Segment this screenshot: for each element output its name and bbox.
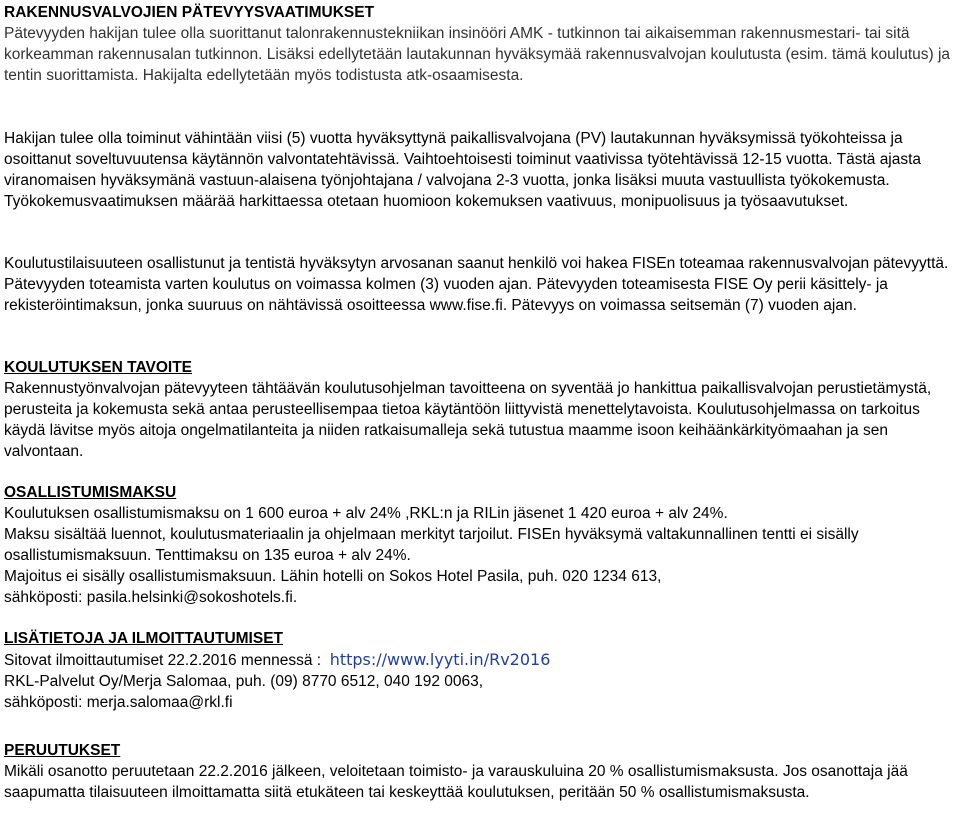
- signup-line: [4, 649, 952, 671]
- signup-text: Sitovat ilmoittautumiset 22.2.2016 mennessä :: [4, 652, 322, 669]
- section-certification: [4, 253, 952, 316]
- section-title: KOULUTUKSEN TAVOITE: [4, 359, 193, 376]
- paragraph: Koulutustilaisuuteen osallistunut ja tentistä hyväksytyn arvosanan saanut henkilö voi hakea FISEn toteamaa rakennusvalvojan pätevyyttä. Pätevyyden toteamista varten koulutus on voimassa kolmen (3) vuoden ajan. Pätevyyden toteamisesta FISE Oy perii käsittely- ja rekisteröintimaksun, jonka suuruus on nähtävissä osoitteessa www.fise.fi. Pätevyys on voimassa seitsemän (7) vuoden ajan.: [4, 255, 949, 314]
- paragraph: Hakijan tulee olla toiminut vähintään viisi (5) vuotta hyväksyttynä paikallisvalvojana (PV) lautakunnan hyväksymissä työkohteissa ja osoittanut soveltuvuutensa käytännön valvontatehtävissä. Vaihtoehtoisesti toiminut vaativissa työtehtävissä 12-15 vuotta. Tästä ajasta viranomaisen hyväksymänä vastuun-alaisena työnjohtajana / valvojana 2-3 vuotta, jonka lisäksi muuta vastuullista työkokemusta. Työkokemusvaatimuksen määrää harkittaessa otetaan huomioon kokemuksen vaativuus, monipuolisuus ja työsaavutukset.: [4, 130, 922, 210]
- section-title: OSALLISTUMISMAKSU: [4, 484, 177, 501]
- hotel-email: sähköposti: pasila.helsinki@sokoshotels.fi.: [4, 589, 298, 606]
- paragraph: Rakennustyönvalvojan pätevyyteen tähtäävän koulutusohjelman tavoitteena on syventää jo hankittua paikallisvalvojan perustietämystä, perusteita ja kokemusta sekä antaa perusteellisempaa tietoa käytäntöön liittyvistä menettelytavoista. Koulutusohjelmassa on tarkoitus käydä lävitse myös aitoja ongelmatilanteita ja niiden ratkaisumalleja sekä tutustua maamme isoon keihäänkärkityömaahan ja sen valvontaan.: [4, 380, 932, 460]
- section-experience: [4, 128, 952, 212]
- section-registration: [4, 628, 952, 713]
- section-title: RAKENNUSVALVOJIEN PÄTEVYYSVAATIMUKSET: [4, 4, 375, 21]
- section-fee: [4, 482, 952, 608]
- section-title: LISÄTIETOJA JA ILMOITTAUTUMISET: [4, 630, 283, 647]
- accommodation-line: Majoitus ei sisälly osallistumismaksuun. Lähin hotelli on Sokos Hotel Pasila, puh. 020 1234 613,: [4, 568, 662, 585]
- fee-includes: Maksu sisältää luennot, koulutusmateriaalin ja ohjelmaan merkityt tarjoilut. FISEn hyväksymä valtakunnallinen tentti ei sisälly osallistumismaksuun. Tenttimaksu on 135 euroa + alv 24%.: [4, 526, 859, 564]
- signup-link[interactable]: https://www.lyyti.in/Rv2016: [329, 650, 551, 669]
- paragraph: Mikäli osanotto peruutetaan 22.2.2016 jälkeen, veloitetaan toimisto- ja varauskuluina 20 % osallistumismaksusta. Jos osanottaja jää saapumatta tilaisuuteen ilmoittamatta siitä etukäteen tai keskeyttää koulutuksen, peritään 50 % osallistumismaksusta.: [4, 763, 908, 801]
- section-cancellations: [4, 740, 952, 803]
- contact-line: RKL-Palvelut Oy/Merja Salomaa, puh. (09) 8770 6512, 040 192 0063,: [4, 673, 484, 690]
- section-title: PERUUTUKSET: [4, 742, 121, 759]
- fee-line: Koulutuksen osallistumismaksu on 1 600 euroa + alv 24% ,RKL:n ja RILin jäsenet 1 420 euroa + alv 24%.: [4, 505, 728, 522]
- section-qualifications: [4, 2, 952, 86]
- paragraph: Pätevyyden hakijan tulee olla suorittanut talonrakennustekniikan insinööri AMK - tutkinnon tai aikaisemman rakennusmestari- tai sitä korkeamman rakennusalan tutkinnon. Lisäksi edellytetään lautakunnan hyväksymää rakennusvalvojan koulutusta (esim. tämä koulutus) ja tentin suorittamista. Hakijalta edellytetään myös todistusta atk-osaamisesta.: [4, 25, 951, 84]
- contact-email: sähköposti: merja.salomaa@rkl.fi: [4, 694, 233, 711]
- section-training-goal: [4, 357, 952, 462]
